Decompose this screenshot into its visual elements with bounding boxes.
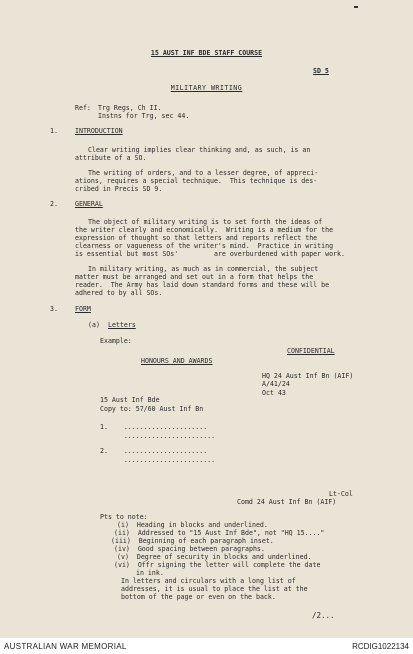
section-2-heading: GENERAL xyxy=(75,200,103,208)
staple-mark xyxy=(354,6,358,8)
ref-line-1: Trg Regs, Ch II. xyxy=(98,104,162,112)
letter-classification: CONFIDENTIAL xyxy=(287,347,335,355)
section-1-text: Clear writing implies clear thinking and, as such, is an xyxy=(88,146,311,154)
page-continuation: /2... xyxy=(312,611,335,620)
section-2-text: reader. The Army has laid down standard forms and these will be xyxy=(75,281,330,289)
document-title: MILITARY WRITING xyxy=(170,84,243,92)
section-2-text: matter must be arranged and set out in a form that helps the xyxy=(75,273,314,281)
signature-title: Comd 24 Aust Inf Bn (AIF) xyxy=(237,498,337,506)
note-extra: In letters and circulars with a long list of xyxy=(121,577,296,585)
letter-addressee: 15 Aust Inf Bde xyxy=(100,396,160,404)
ref-line-2: Instns for Trg, sec 44. xyxy=(98,112,190,120)
letter-item-2-continued: ....................... xyxy=(100,456,216,464)
letter-reference: A/41/24 xyxy=(262,380,290,388)
archive-footer xyxy=(0,638,413,654)
archive-id: RCDIG1022134 xyxy=(352,642,409,651)
section-2-text: clearness or vagueness of the writer's mind. Practice in writing xyxy=(75,242,334,250)
note-extra: bottom of the page or even on the back. xyxy=(121,593,276,601)
reference-code: SD 5 xyxy=(313,67,329,75)
section-3-number: 3. xyxy=(50,305,58,313)
letter-date: Oct 43 xyxy=(262,389,286,397)
section-2-text: adhered to by all SOs. xyxy=(75,289,163,297)
section-2-text: is essential but most SOs' are overburdened with paper work. xyxy=(75,250,345,258)
note-item: (ii) Addressed to "15 Aust Inf Bde", not "HQ 15...." xyxy=(114,529,325,537)
note-item: (i) Heading in blocks and underlined. xyxy=(117,521,268,529)
section-2-text: In military writing, as much as in commercial, the subject xyxy=(88,265,319,273)
section-2-text: the writer clearly and economically. Writing is a medium for the xyxy=(75,226,334,234)
letter-from: HQ 24 Aust Inf Bn (AIF) xyxy=(262,372,354,380)
section-1-text: cribed in Precis SD 9. xyxy=(75,185,163,193)
note-item: (iv) Good spacing between paragraphs. xyxy=(114,545,265,553)
letter-item-1-continued: ....................... xyxy=(100,432,216,440)
archive-name: AUSTRALIAN WAR MEMORIAL xyxy=(4,642,127,651)
example-label: Example: xyxy=(100,337,132,345)
notes-title: Pts to note: xyxy=(100,513,148,521)
subsection-a-heading: Letters xyxy=(108,321,136,329)
section-1-heading: INTRODUCTION xyxy=(75,127,123,135)
section-3-heading: FORM xyxy=(75,305,91,313)
section-1-text: attribute of a SO. xyxy=(75,154,147,162)
subsection-a-label: (a) xyxy=(88,321,100,329)
letter-subject: HONOURS AND AWARDS xyxy=(141,357,213,365)
note-item-continued: in ink. xyxy=(136,569,164,577)
section-2-text: The object of military writing is to set forth the ideas of xyxy=(88,218,323,226)
note-extra: addresses, it is usual to place the list at the xyxy=(121,585,308,593)
signature-rank: Lt-Col xyxy=(329,490,353,498)
letter-copy-to: Copy to: 57/60 Aust Inf Bn xyxy=(100,405,204,413)
ref-label: Ref: xyxy=(75,104,91,112)
note-item: (iii) Beginning of each paragraph inset. xyxy=(111,537,274,545)
section-2-text: expression of thought so that letters and reports reflect the xyxy=(75,234,318,242)
section-1-text: The writing of orders, and to a lesser degree, of appreci- xyxy=(88,169,319,177)
section-2-number: 2. xyxy=(50,200,58,208)
note-item: (v) Degree of security in blocks and underlined. xyxy=(117,553,312,561)
letter-item-2: 2. ..................... xyxy=(100,447,208,455)
letter-item-1: 1. ..................... xyxy=(100,423,208,431)
section-1-text: ations, requires a special technique. This technique is des- xyxy=(75,177,318,185)
note-item: (vi) Offr signing the letter will complete the date xyxy=(114,561,321,569)
course-header: 15 AUST INF BDE STAFF COURSE xyxy=(150,49,263,57)
section-1-number: 1. xyxy=(50,127,58,135)
